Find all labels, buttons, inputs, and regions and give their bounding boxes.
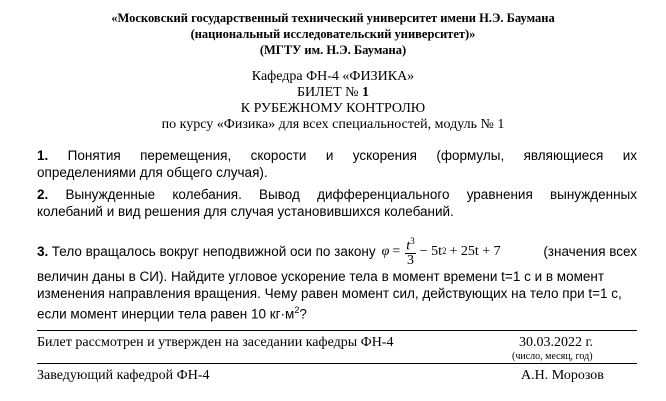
question-3-line-4-exp: 2 — [294, 305, 300, 315]
question-3-number: 3. — [37, 243, 49, 259]
formula-phi: φ — [381, 243, 390, 259]
header-line-3: (МГТУ им. Н.Э. Баумана) — [259, 43, 407, 57]
footer-divider-bottom — [37, 363, 637, 364]
question-3 — [37, 236, 637, 323]
formula-numerator: t — [406, 238, 411, 254]
question-2-number: 2. — [37, 187, 49, 202]
formula-term-2-exp: 2 — [441, 245, 447, 256]
question-3-intro: Тело вращалось вокруг неподвижной оси по закону — [51, 243, 376, 259]
question-2-line-1: Вынужденные колебания. Вывод дифференциального уравнения вынужденных — [65, 187, 637, 202]
ticket-purpose: К РУБЕЖНОМУ КОНТРОЛЮ — [240, 101, 426, 116]
formula-term-3: + 25t + 7 — [449, 243, 501, 259]
department-head-name: А.Н. Морозов — [521, 368, 604, 383]
ticket-number: 1 — [362, 85, 370, 100]
ticket-label: БИЛЕТ № — [296, 85, 359, 100]
formula-equals: = — [392, 243, 401, 259]
ticket-title-block — [0, 69, 666, 133]
question-2 — [37, 186, 637, 221]
question-2-line-2: колебаний и вид решения для случая установившихся колебаний. — [37, 204, 454, 219]
rotation-law-formula — [382, 235, 501, 267]
question-3-line-4-end: ? — [299, 306, 307, 322]
formula-term-2: − 5t — [419, 243, 442, 259]
question-3-line-3: изменения направления вращения. Чему равен момент сил, действующих на тело при t=1 с, — [37, 286, 622, 301]
formula-numerator-exp: 3 — [410, 236, 415, 247]
question-1 — [37, 147, 637, 182]
approval-statement: Билет рассмотрен и утвержден на заседании кафедры ФН-4 — [37, 335, 394, 350]
approval-date: 30.03.2022 г. — [519, 335, 594, 350]
question-3-note: (значения всех — [543, 243, 637, 259]
header-line-1: «Московский государственный технический университет имени Н.Э. Баумана — [111, 11, 555, 25]
question-1-line-1: Понятия перемещения, скорости и ускорения (формулы, являющиеся их — [67, 148, 637, 163]
ticket-heading — [0, 85, 666, 101]
question-3-line-4: если момент инерции тела равен 10 кг·м — [37, 306, 295, 322]
question-1-line-2: определениями для общего случая). — [37, 165, 268, 180]
question-3-line-2: величин даны в СИ). Найдите угловое ускорение тела в момент времени t=1 с и в момент — [37, 269, 605, 284]
header-line-2: (национальный исследовательский университет)» — [190, 27, 476, 41]
formula-denominator: 3 — [406, 252, 414, 268]
department-name: Кафедра ФН-4 «ФИЗИКА» — [251, 69, 415, 84]
footer-divider-top — [37, 330, 637, 331]
department-head-label: Заведующий кафедрой ФН-4 — [37, 368, 210, 383]
formula-fraction — [405, 235, 415, 267]
university-header — [0, 10, 666, 58]
course-line: по курсу «Физика» для всех специальностей, модуль № 1 — [161, 117, 505, 132]
date-hint: (число, месяц, год) — [512, 351, 593, 362]
question-1-number: 1. — [37, 148, 49, 163]
